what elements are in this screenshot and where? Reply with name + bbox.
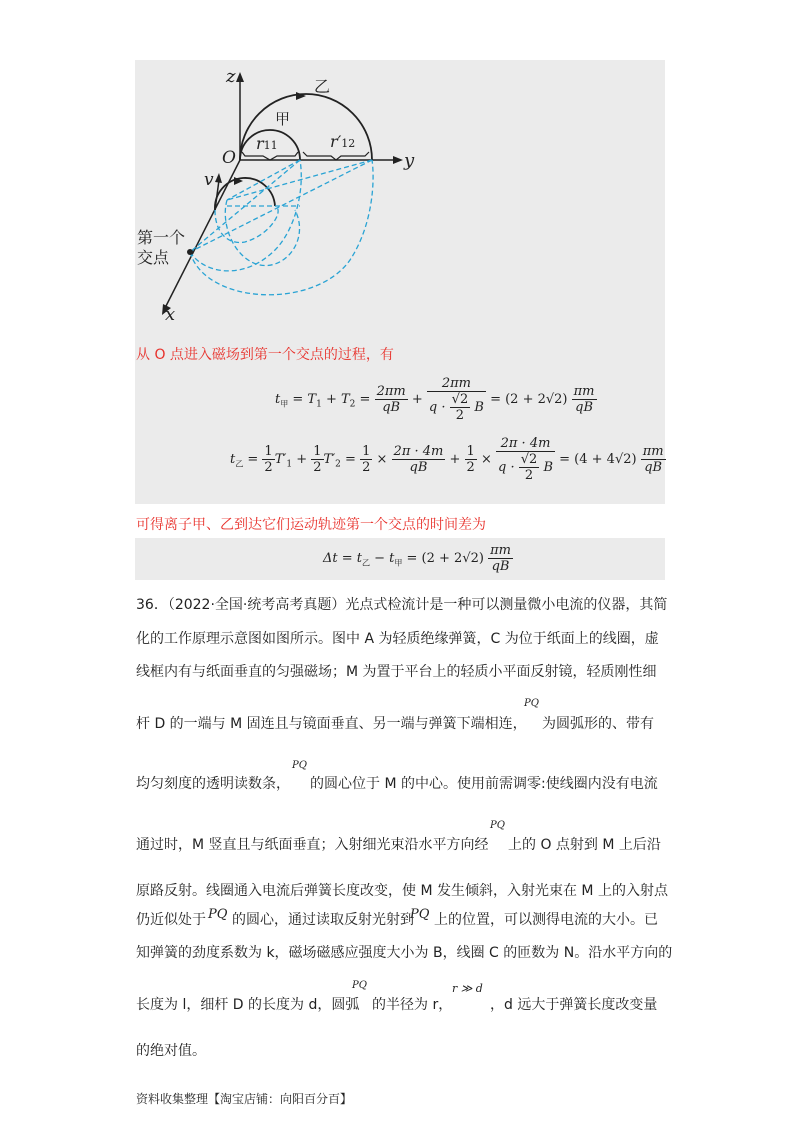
problem-line-10b: 的半径为 r，: [372, 997, 453, 1013]
eq1-a: = T: [292, 392, 317, 407]
eq2-f2-den-q: q ·: [498, 460, 515, 475]
eq1-f1-den: qB: [382, 400, 401, 415]
pq-label-3: PQ: [490, 820, 505, 831]
eq2-f2-den-b: B: [543, 460, 554, 475]
eq1-rhs-coef: = (2 + 2√2): [490, 392, 568, 407]
problem-line-8a: 仍近似处于: [136, 912, 206, 928]
problem-line-6: 通过时，M 竖直且与纸面垂直；入射细光束沿水平方向经: [136, 837, 489, 853]
eq1-f1-num: 2πm: [376, 384, 406, 399]
eq2-t1-sub: 1: [286, 459, 293, 470]
pq-label-4: PQ: [352, 980, 367, 991]
eq2-plus1: +: [296, 452, 308, 467]
eq1-a-sub: 1: [316, 399, 322, 410]
eq3-minus: − t: [374, 551, 395, 566]
problem-line-4: 杆 D 的一端与 M 固连且与镜面垂直、另一端与弹簧下端相连，: [136, 716, 527, 732]
eq3-coef: = (2 + 2√2): [406, 551, 484, 566]
eq2-h1-num: 1: [264, 444, 273, 459]
eq2-half1: [262, 444, 274, 475]
pq-label-2: PQ: [292, 760, 307, 771]
eq1-frac1: [375, 384, 408, 415]
eq2-h4-den: 2: [466, 460, 475, 475]
problem-line-4b: 为圆弧形的、带有: [542, 716, 654, 732]
axis-label-v: v: [204, 170, 214, 190]
eq2-half3: [360, 444, 372, 475]
eq3-lhs: Δt = t: [323, 551, 362, 566]
eq2-f2-den: [496, 452, 555, 483]
eq1-rhs-num: πm: [573, 384, 595, 399]
eq2-rhs-num: πm: [642, 444, 664, 459]
eq1-f2-den-b: B: [474, 400, 484, 415]
eq2-h2-num: 1: [313, 444, 322, 459]
r12-letter: r′: [330, 132, 342, 151]
r11-sub: 11: [263, 139, 278, 152]
eq2-eq: =: [247, 452, 259, 467]
eq2-lhs-sub: 乙: [235, 459, 244, 469]
arc-small: [215, 178, 275, 210]
eq1-rhs-den: qB: [575, 400, 594, 415]
eq2-rhs-den: qB: [644, 460, 663, 475]
footer-source: 资料收集整理【淘宝店铺：向阳百分百】: [136, 1092, 353, 1106]
origin-label: O: [222, 148, 236, 168]
problem-line-5b: 的圆心位于 M 的中心。使用前需调零:使线圈内没有电流: [310, 776, 658, 792]
velocity-arrowhead: [215, 173, 222, 183]
problem-line-1: 36．（2022·全国·统考高考真题）光点式检流计是一种可以测量微小电流的仪器，其简: [136, 597, 668, 613]
eq1-sqrt-num: √2: [451, 392, 469, 407]
eq2-frac1: [392, 444, 446, 475]
eq2-lhs: t: [230, 452, 236, 467]
equation-t-jia: [275, 376, 597, 423]
eq2-half4: [465, 444, 477, 475]
eq2-h2-den: 2: [313, 460, 322, 475]
eq2-rhs-coef: = (4 + 4√2): [559, 452, 637, 467]
eq2-sqrt-num: √2: [520, 452, 538, 467]
y-arrow: [393, 156, 403, 164]
problem-line-10c: ，d 远大于弹簧长度改变量: [490, 997, 658, 1013]
eq1-lhs-sub: 甲: [280, 399, 289, 409]
problem-line-8b: 的圆心，通过读取反射光射到: [232, 912, 414, 928]
problem-line-10a: 长度为 l，细杆 D 的长度为 d，圆弧: [136, 997, 360, 1013]
eq3-num: πm: [490, 543, 511, 558]
pq-inline-1: PQ: [208, 907, 228, 922]
problem-line-8c: 上的位置，可以测得电流的大小。已: [434, 912, 658, 928]
equation-t-yi: [230, 436, 666, 483]
eq3-den: qB: [491, 559, 510, 574]
eq2-times2: ×: [480, 452, 492, 467]
eq2-h3-num: 1: [362, 444, 371, 459]
first-intersection-label: [137, 228, 185, 268]
first-intersection-line1: 第一个: [137, 228, 186, 247]
problem-line-6b: 上的 O 点射到 M 上后沿: [508, 837, 661, 853]
eq2-rhs-frac: [641, 444, 666, 475]
label-r11: [256, 134, 278, 153]
pq-label-1: PQ: [524, 698, 539, 709]
first-intersection-dot: [187, 249, 193, 255]
equation-delta-t: [323, 543, 513, 574]
eq1-b: + T: [325, 392, 350, 407]
eq1-b-sub: 2: [349, 399, 356, 410]
eq1-plus: +: [411, 392, 423, 407]
eq2-plus2: +: [449, 452, 461, 467]
r11-letter: r: [256, 134, 264, 153]
dash-curve-inner: [225, 200, 299, 266]
axis-label-z: z: [226, 66, 236, 87]
label-jia: 甲: [275, 110, 291, 128]
eq2-h3-den: 2: [362, 460, 371, 475]
eq1-lhs: t: [275, 392, 281, 407]
eq1-rhs-frac: [572, 384, 597, 415]
problem-line-3: 线框内有与纸面垂直的匀强磁场；M 为置于平台上的轻质小平面反射镜，轻质刚性细: [136, 664, 657, 680]
problem-line-7: 原路反射。线圈通入电流后弹簧长度改变，使 M 发生倾斜，入射光束在 M 上的入射点: [136, 883, 668, 899]
eq3-frac: [488, 543, 513, 574]
brace-r11: [242, 152, 298, 160]
condition-r-much-greater-d: r ≫ d: [452, 982, 483, 995]
eq2-h1-den: 2: [264, 460, 273, 475]
eq2-sqrt-den: 2: [524, 468, 534, 483]
eq3-sub1: 乙: [362, 558, 370, 568]
eq1-c: =: [359, 392, 371, 407]
problem-line-2: 化的工作原理示意图如图所示。图中 A 为轻质绝缘弹簧，C 为位于纸面上的线圈，虚: [136, 631, 659, 647]
problem-line-11: 的绝对值。: [136, 1043, 206, 1059]
r12-sub: 12: [341, 137, 356, 150]
eq1-f2-den-q: q ·: [428, 400, 446, 415]
dash-ellipse-small: [215, 206, 278, 243]
eq2-eq2: =: [345, 452, 356, 467]
eq2-h4-num: 1: [466, 444, 475, 459]
eq2-f2-num: 2π · 4m: [496, 436, 555, 452]
eq2-f1-den: qB: [409, 460, 428, 475]
eq2-t2: T′: [323, 452, 336, 467]
eq2-frac2: [496, 436, 555, 483]
label-yi: 乙: [314, 77, 331, 96]
z-arrow: [236, 72, 244, 82]
problem-line-9: 知弹簧的劲度系数为 k，磁场磁感应强度大小为 B，线圈 C 的匝数为 N。沿水平方向的: [136, 945, 673, 961]
eq2-t1: T′: [274, 452, 287, 467]
eq1-sqrt-den: 2: [455, 408, 465, 423]
dash-line-2: [227, 160, 372, 200]
eq2-t2-sub: 2: [335, 459, 341, 470]
label-r12: [330, 132, 355, 151]
pq-inline-2: PQ: [410, 907, 430, 922]
eq3-sub2: 甲: [394, 558, 403, 568]
eq2-half2: [311, 444, 323, 475]
brace-r12: [303, 152, 369, 160]
problem-line-5: 均匀刻度的透明读数条，: [136, 776, 290, 792]
axis-label-y: y: [404, 150, 415, 171]
eq2-f2-den-sqrt: [519, 452, 540, 483]
eq1-f2-den: [427, 392, 486, 423]
axis-label-x: x: [165, 304, 176, 325]
trajectory-figure: [135, 60, 415, 326]
solution-intro-text: 从 O 点进入磁场到第一个交点的过程，有: [136, 347, 394, 363]
first-intersection-line2: 交点: [137, 248, 170, 267]
eq2-f1-num: 2π · 4m: [393, 444, 444, 459]
eq2-times1: ×: [376, 452, 388, 467]
eq1-f2-den-sqrt: [450, 392, 471, 423]
eq1-frac2: [427, 376, 486, 423]
time-difference-text: 可得离子甲、乙到达它们运动轨迹第一个交点的时间差为: [136, 517, 486, 533]
eq1-f2-num: 2πm: [427, 376, 486, 392]
